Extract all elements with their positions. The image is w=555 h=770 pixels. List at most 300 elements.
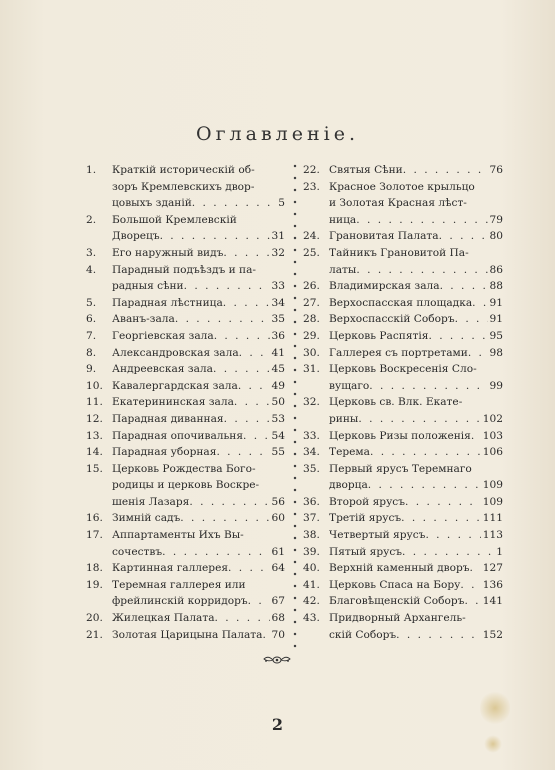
toc-entry-body: [329, 361, 503, 394]
toc-entry-title-line: Первый ярусъ Теремнаго: [329, 462, 472, 475]
toc-entry-body: [329, 295, 503, 312]
toc-entry: [303, 345, 503, 362]
toc-entry: [303, 593, 503, 610]
toc-entry-title: Парадная уборная: [112, 446, 217, 459]
toc-page-number: 136: [482, 578, 503, 591]
toc-leader-dots: [189, 494, 269, 511]
toc-leader-dots: [238, 378, 270, 395]
toc-entry-last-line: [112, 378, 285, 395]
toc-entry-title: шенія Лазаря: [112, 495, 190, 508]
toc-entry-title: Его наружный видъ: [112, 246, 224, 259]
toc-entry-number: 10.: [86, 379, 103, 392]
toc-entry-number: 4.: [86, 263, 97, 276]
toc-entry-body: [112, 394, 285, 411]
toc-page-number: 88: [489, 280, 503, 293]
toc-left-column: [86, 162, 285, 643]
toc-entry: [303, 494, 503, 511]
toc-entry-number: 30.: [303, 346, 320, 359]
toc-entry-number: 19.: [86, 578, 103, 591]
toc-entry-last-line: [112, 228, 285, 245]
toc-entry-last-line: [329, 212, 503, 229]
toc-page-number: 33: [271, 280, 285, 293]
toc-page-number: 31: [271, 230, 285, 243]
toc-entry-body: [112, 411, 285, 428]
toc-leader-dots: [428, 328, 487, 345]
toc-entry-last-line: [329, 328, 503, 345]
toc-entry-number: 28.: [303, 313, 320, 326]
toc-entry-body: [329, 278, 503, 295]
toc-entry-body: [329, 162, 503, 179]
toc-entry: [303, 560, 503, 577]
toc-entry-number: 41.: [303, 578, 320, 591]
toc-entry-last-line: [329, 577, 503, 594]
toc-entry-body: [112, 510, 285, 527]
toc-entry-title-line: зоръ Кремлевскихъ двор-: [112, 180, 255, 193]
toc-entry-body: [329, 544, 503, 561]
toc-entry-title: Верхоспасскій Соборъ: [329, 313, 455, 326]
toc-leader-dots: [243, 428, 270, 445]
toc-entry: [303, 245, 503, 278]
toc-leader-dots: [228, 560, 269, 577]
toc-page-number: 91: [489, 296, 503, 309]
toc-entry: [303, 162, 503, 179]
toc-entry-title: Галлерея съ портретами: [329, 346, 468, 359]
toc-entry-number: 38.: [303, 529, 320, 542]
toc-entry: [86, 411, 285, 428]
toc-entry-title: Пятый ярусъ: [329, 545, 403, 558]
toc-entry-number: 40.: [303, 562, 320, 575]
ornament-icon: [262, 653, 292, 667]
toc-entry: [303, 610, 503, 643]
toc-leader-dots: [396, 627, 481, 644]
toc-leader-dots: [224, 411, 270, 428]
toc-entry-number: 42.: [303, 595, 320, 608]
toc-entry-number: 8.: [86, 346, 97, 359]
toc-entry-number: 6.: [86, 313, 97, 326]
toc-leader-dots: [405, 494, 481, 511]
toc-leader-dots: [184, 278, 270, 295]
toc-page-number: 79: [489, 213, 503, 226]
toc-page-number: 95: [489, 329, 503, 342]
toc-entry-body: [112, 295, 285, 312]
page-title: Оглавленіе.: [196, 123, 359, 145]
toc-entry-last-line: [329, 627, 503, 644]
toc-entry-title: цовыхъ зданій: [112, 197, 192, 210]
toc-entry-number: 36.: [303, 495, 320, 508]
toc-entry-last-line: [329, 444, 503, 461]
toc-entry-number: 2.: [86, 213, 97, 226]
toc-entry-number: 37.: [303, 512, 320, 525]
toc-entry-last-line: [112, 394, 285, 411]
toc-entry: [303, 444, 503, 461]
toc-page-number: 54: [271, 429, 285, 442]
toc-leader-dots: [356, 262, 487, 279]
toc-leader-dots: [239, 345, 270, 362]
toc-page-number: 53: [271, 412, 285, 425]
toc-entry-title-line: Церковь Воскресенія Сло-: [329, 363, 477, 376]
toc-entry-body: [112, 262, 285, 295]
toc-page-number: 68: [271, 612, 285, 625]
toc-leader-dots: [470, 560, 481, 577]
toc-right-column: [303, 162, 503, 643]
toc-entry-title: Дворецъ: [112, 230, 160, 243]
toc-entry: [86, 444, 285, 461]
toc-leader-dots: [234, 394, 270, 411]
toc-entry-title-line: Парадный подъѣздъ и па-: [112, 263, 256, 276]
toc-entry: [303, 179, 503, 229]
toc-entry-title: ница: [329, 213, 357, 226]
toc-entry-title: рины: [329, 412, 359, 425]
toc-page-number: 35: [271, 313, 285, 326]
toc-entry-last-line: [329, 428, 503, 445]
toc-entry: [86, 610, 285, 627]
toc-entry-title: Терема: [329, 446, 370, 459]
toc-page-number: 103: [482, 429, 503, 442]
toc-leader-dots: [370, 444, 481, 461]
toc-entry-number: 26.: [303, 280, 320, 293]
toc-entry-title: Георгіевская зала: [112, 329, 214, 342]
toc-entry-number: 22.: [303, 164, 320, 176]
toc-entry: [303, 394, 503, 427]
toc-leader-dots: [356, 212, 487, 229]
toc-page-number: 55: [271, 446, 285, 459]
toc-entry-last-line: [329, 510, 503, 527]
toc-entry-last-line: [112, 510, 285, 527]
toc-entry-title-line: Церковь Рождества Бого-: [112, 462, 256, 475]
toc-entry: [86, 560, 285, 577]
toc-entry-number: 12.: [86, 412, 103, 425]
toc-leader-dots: [472, 295, 487, 312]
toc-entry-last-line: [112, 278, 285, 295]
toc-entry-body: [112, 428, 285, 445]
toc-entry-body: [112, 212, 285, 245]
toc-entry-title-line: Краткій историческій об-: [112, 164, 255, 176]
toc-leader-dots: [216, 444, 269, 461]
toc-entry-last-line: [112, 361, 285, 378]
toc-entry: [303, 328, 503, 345]
toc-entry-number: 14.: [86, 446, 103, 459]
toc-entry-title-line: и Золотая Красная лѣст-: [329, 197, 467, 210]
toc-entry-number: 39.: [303, 545, 320, 558]
toc-entry-title-line: Красное Золотое крыльцо: [329, 180, 475, 193]
toc-entry-last-line: [112, 328, 285, 345]
toc-leader-dots: [215, 610, 270, 627]
toc-entry-last-line: [329, 262, 503, 279]
toc-entry-number: 1.: [86, 164, 97, 176]
toc-entry-body: [112, 245, 285, 262]
toc-entry-body: [112, 610, 285, 627]
toc-entry-last-line: [329, 560, 503, 577]
toc-entry-title-line: Тайникъ Грановитой Па-: [329, 246, 469, 259]
toc-leader-dots: [464, 593, 480, 610]
toc-entry: [86, 262, 285, 295]
toc-entry-title: Парадная опочивальня: [112, 429, 244, 442]
toc-entry-title: Грановитая Палата: [329, 230, 439, 243]
toc-entry-last-line: [112, 627, 285, 644]
toc-entry-last-line: [329, 278, 503, 295]
toc-entry-last-line: [112, 610, 285, 627]
toc-entry-number: 16.: [86, 512, 103, 525]
toc-entry: [86, 527, 285, 560]
toc-entry-title: фрейлинскій корридоръ: [112, 595, 248, 608]
toc-entry-title: Зимній садъ: [112, 512, 181, 525]
toc-page-number: 102: [482, 412, 503, 425]
toc-entry-body: [112, 345, 285, 362]
toc-entry-title: вущаго: [329, 379, 370, 392]
toc-entry-last-line: [112, 245, 285, 262]
toc-entry: [86, 428, 285, 445]
toc-entry: [86, 295, 285, 312]
toc-leader-dots: [213, 361, 270, 378]
toc-page-number: 34: [271, 296, 285, 309]
toc-entry-last-line: [329, 162, 503, 179]
toc-entry: [303, 295, 503, 312]
toc-entry-number: 21.: [86, 628, 103, 641]
toc-entry-title: сочествъ: [112, 545, 163, 558]
toc-page-number: 99: [489, 379, 503, 392]
toc-entry: [86, 461, 285, 511]
toc-entry-title: радныя сѣни: [112, 280, 184, 293]
toc-entry-body: [329, 560, 503, 577]
toc-entry-title: Владимирская зала: [329, 280, 440, 293]
toc-page-number: 61: [271, 545, 285, 558]
toc-leader-dots: [460, 577, 480, 594]
toc-entry: [86, 577, 285, 610]
toc-leader-dots: [403, 162, 488, 179]
toc-entry-title: Аванъ-зала: [112, 313, 175, 326]
toc-entry-body: [329, 444, 503, 461]
toc-entry-number: 18.: [86, 562, 103, 575]
toc-entry-body: [329, 394, 503, 427]
toc-page-number: 141: [482, 595, 503, 608]
toc-entry-body: [329, 510, 503, 527]
toc-leader-dots: [440, 278, 488, 295]
toc-entry-title: Кавалергардская зала: [112, 379, 238, 392]
toc-entry-last-line: [112, 428, 285, 445]
toc-entry-body: [329, 527, 503, 544]
toc-entry-last-line: [329, 411, 503, 428]
toc-entry-number: 3.: [86, 246, 97, 259]
toc-entry-title: Жилецкая Палата: [112, 612, 215, 625]
toc-entry-title: Церковь Ризы положенія: [329, 429, 471, 442]
toc-entry-title: Церковь Распятія: [329, 329, 429, 342]
toc-entry-title: Верхоспасская площадка: [329, 296, 473, 309]
toc-entry: [303, 461, 503, 494]
toc-entry-number: 33.: [303, 429, 320, 442]
toc-entry-last-line: [112, 593, 285, 610]
toc-entry-number: 27.: [303, 296, 320, 309]
toc-entry-last-line: [329, 593, 503, 610]
toc-entry-body: [329, 494, 503, 511]
toc-leader-dots: [162, 544, 269, 561]
toc-page-number: 56: [271, 495, 285, 508]
toc-entry-body: [329, 593, 503, 610]
toc-entry-number: 5.: [86, 296, 97, 309]
toc-entry-last-line: [112, 345, 285, 362]
toc-entry: [303, 527, 503, 544]
toc-entry-last-line: [112, 295, 285, 312]
toc-entry-last-line: [329, 544, 503, 561]
toc-leader-dots: [468, 345, 488, 362]
toc-entry-last-line: [329, 228, 503, 245]
paper-stain: [484, 735, 502, 753]
toc-page-number: 106: [482, 446, 503, 459]
toc-page-number: 152: [482, 628, 503, 641]
toc-entry-body: [112, 527, 285, 560]
toc-page-number: 113: [482, 529, 503, 542]
toc-page-number: 41: [271, 346, 285, 359]
toc-entry-last-line: [329, 378, 503, 395]
page-number: 2: [271, 715, 284, 734]
toc-entry: [303, 428, 503, 445]
toc-leader-dots: [160, 228, 270, 245]
toc-leader-dots: [439, 228, 488, 245]
toc-entry-number: 25.: [303, 246, 320, 259]
toc-entry-last-line: [112, 544, 285, 561]
toc-entry: [86, 361, 285, 378]
toc-entry-body: [329, 245, 503, 278]
toc-entry-body: [112, 378, 285, 395]
toc-leader-dots: [175, 311, 270, 328]
toc-entry-last-line: [329, 311, 503, 328]
toc-entry-title: Александровская зала: [112, 346, 239, 359]
toc-entry-title: Четвертый ярусъ: [329, 529, 426, 542]
toc-entry-body: [112, 560, 285, 577]
toc-entry-number: 11.: [86, 396, 103, 409]
toc-page-number: 36: [271, 329, 285, 342]
toc-leader-dots: [223, 245, 269, 262]
toc-entry: [303, 510, 503, 527]
toc-page-number: 1: [496, 545, 503, 558]
toc-entry-title: латы: [329, 263, 357, 276]
toc-leader-dots: [402, 544, 494, 561]
toc-entry-body: [329, 179, 503, 229]
toc-entry-last-line: [329, 345, 503, 362]
toc-leader-dots: [214, 328, 270, 345]
toc-page-number: 45: [271, 363, 285, 376]
toc-entry-number: 7.: [86, 329, 97, 342]
dotted-divider: [292, 160, 298, 650]
toc-leader-dots: [425, 527, 480, 544]
toc-entry-last-line: [112, 311, 285, 328]
toc-entry-last-line: [329, 527, 503, 544]
toc-leader-dots: [358, 411, 480, 428]
toc-entry-title: Третій ярусъ: [329, 512, 402, 525]
toc-entry-title: Парадная лѣстница: [112, 296, 223, 309]
toc-entry-title-line: Церковь св. Влк. Екате-: [329, 396, 463, 409]
toc-entry-title-line: родицы и церковь Воскре-: [112, 479, 260, 492]
toc-entry-number: 17.: [86, 529, 103, 542]
toc-entry-number: 35.: [303, 462, 320, 475]
toc-entry: [86, 328, 285, 345]
toc-entry-title: скій Соборъ: [329, 628, 397, 641]
toc-leader-dots: [401, 510, 481, 527]
toc-entry: [86, 378, 285, 395]
toc-entry-number: 9.: [86, 363, 97, 376]
toc-entry-last-line: [112, 195, 285, 212]
toc-page-number: 109: [482, 479, 503, 492]
toc-leader-dots: [369, 378, 487, 395]
toc-entry-body: [112, 311, 285, 328]
toc-page-number: 32: [271, 246, 285, 259]
toc-entry: [303, 577, 503, 594]
toc-page-number: 127: [482, 562, 503, 575]
toc-entry-title: Благовѣщенскій Соборъ: [329, 595, 465, 608]
toc-entry: [86, 627, 285, 644]
toc-entry: [86, 394, 285, 411]
toc-entry-body: [329, 328, 503, 345]
toc-entry-title: Золотая Царицына Палата: [112, 628, 263, 641]
toc-page-number: 64: [271, 562, 285, 575]
toc-entry-title: Екатерининская зала: [112, 396, 234, 409]
toc-entry: [86, 245, 285, 262]
toc-page-number: 49: [271, 379, 285, 392]
toc-entry-body: [112, 577, 285, 610]
toc-entry-last-line: [112, 494, 285, 511]
toc-page-number: 50: [271, 396, 285, 409]
toc-page-number: 111: [482, 512, 503, 525]
toc-page-number: 80: [489, 230, 503, 243]
toc-page-number: 86: [489, 263, 503, 276]
toc-entry-number: 23.: [303, 180, 320, 193]
toc-entry-body: [112, 361, 285, 378]
toc-page-number: 98: [489, 346, 503, 359]
toc-page-number: 60: [271, 512, 285, 525]
toc-entry-title: Картинная галлерея: [112, 562, 229, 575]
toc-page-number: 67: [271, 595, 285, 608]
toc-entry-title-line: Большой Кремлевскій: [112, 213, 237, 226]
toc-entry: [303, 544, 503, 561]
toc-leader-dots: [368, 477, 481, 494]
toc-leader-dots: [262, 627, 269, 644]
toc-entry: [303, 361, 503, 394]
toc-leader-dots: [248, 593, 270, 610]
toc-entry-title: Церковь Спаса на Бору: [329, 578, 461, 591]
toc-entry-title: Второй ярусъ: [329, 495, 405, 508]
toc-leader-dots: [180, 510, 269, 527]
toc-entry-number: 20.: [86, 612, 103, 625]
toc-entry: [303, 278, 503, 295]
toc-entry-number: 13.: [86, 429, 103, 442]
toc-entry-title: Верхній каменный дворъ: [329, 562, 470, 575]
toc-entry-body: [329, 610, 503, 643]
toc-leader-dots: [192, 195, 276, 212]
toc-entry: [86, 510, 285, 527]
toc-entry-last-line: [329, 477, 503, 494]
toc-entry-body: [112, 162, 285, 212]
toc-entry-title: дворца: [329, 479, 368, 492]
toc-entry: [86, 311, 285, 328]
toc-page-number: 76: [489, 164, 503, 176]
toc-entry: [303, 311, 503, 328]
toc-leader-dots: [455, 311, 488, 328]
toc-entry-title: Андреевская зала: [112, 363, 213, 376]
toc-entry-body: [329, 345, 503, 362]
toc-entry-title-line: Придворный Архангель-: [329, 612, 466, 625]
toc-entry-body: [112, 461, 285, 511]
toc-page-number: 5: [278, 197, 285, 210]
toc-entry-number: 43.: [303, 612, 320, 625]
toc-entry-number: 29.: [303, 329, 320, 342]
toc-entry-title-line: Аппартаменты Ихъ Вы-: [112, 529, 244, 542]
toc-entry: [86, 212, 285, 245]
toc-entry-body: [329, 311, 503, 328]
toc-leader-dots: [471, 428, 481, 445]
toc-entry-last-line: [329, 494, 503, 511]
toc-entry-body: [329, 228, 503, 245]
toc-entry-title: Святыя Сѣни: [329, 164, 403, 176]
toc-entry-last-line: [112, 444, 285, 461]
